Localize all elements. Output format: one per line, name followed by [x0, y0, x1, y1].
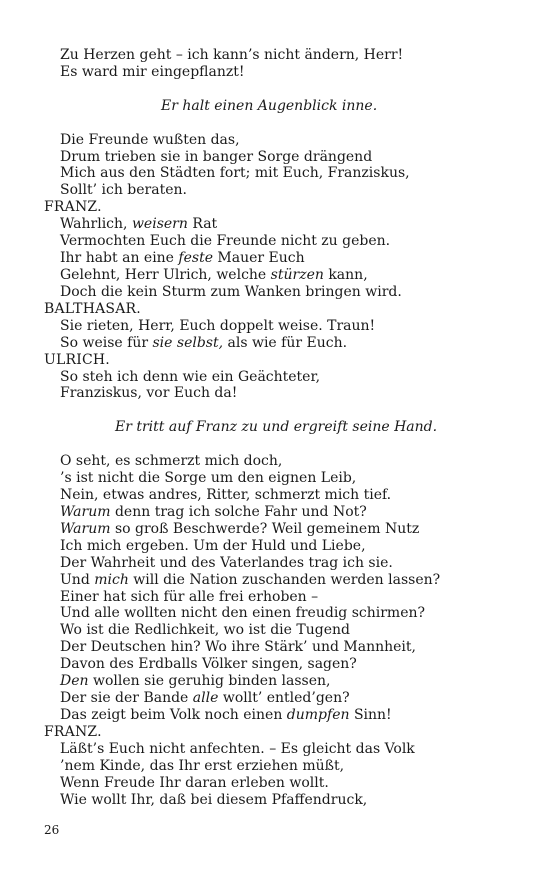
text-run: ’nem Kinde, das Ihr erst erziehen müßt,: [60, 757, 345, 774]
emphasized-text: feste: [178, 250, 213, 267]
verse-line: [44, 165, 514, 182]
verse-line: [44, 470, 514, 487]
text-run: Die Freunde wußten das,: [60, 131, 240, 148]
text-run: Läßt’s Euch nicht anfechten. – Es gleicht das Volk: [60, 740, 415, 757]
text-run: Mich aus den Städten fort; mit Euch, Franziskus,: [60, 165, 410, 182]
text-run: Ihr habt an eine: [60, 250, 179, 267]
verse-line: [44, 622, 514, 639]
text-run: Davon des Erdballs Völker singen, sagen?: [60, 656, 357, 673]
text-run: Der Wahrheit und des Vaterlandes trag ich sie.: [60, 554, 393, 571]
text-run: Und: [60, 571, 95, 588]
verse-line: [44, 369, 514, 386]
text-run: als wie für Euch.: [223, 334, 348, 351]
text-run: ULRICH.: [44, 351, 110, 368]
blank-line: [44, 81, 514, 98]
text-run: Er tritt auf Franz zu und ergreift seine Hand.: [115, 419, 438, 436]
verse-line: [44, 335, 514, 352]
text-run: Er halt einen Augenblick inne.: [161, 97, 378, 114]
verse-line: [44, 792, 514, 809]
text-run: FRANZ.: [44, 723, 102, 740]
blank-line: [44, 436, 514, 453]
verse-line: [44, 453, 514, 470]
emphasized-text: mich: [94, 571, 129, 588]
verse-line: [44, 605, 514, 622]
text-run: Der Deutschen hin? Wo ihre Stärk’ und Mannheit,: [60, 639, 416, 656]
emphasized-text: sie selbst,: [152, 334, 224, 351]
page-number: 26: [44, 823, 60, 837]
speaker-name: [44, 301, 514, 318]
emphasized-text: Warum: [60, 520, 111, 537]
text-run: Franziskus, vor Euch da!: [60, 385, 238, 402]
speaker-name: [44, 352, 514, 369]
text-run: Der sie der Bande: [60, 690, 193, 707]
verse-line: [44, 267, 514, 284]
text-run: Das zeigt beim Volk noch einen: [60, 706, 287, 723]
text-run: so groß Beschwerde? Weil gemeinem Nutz: [110, 520, 420, 537]
verse-line: [44, 707, 514, 724]
text-run: wollt’ entled’gen?: [218, 690, 350, 707]
verse-line: [44, 47, 514, 64]
text-run: Vermochten Euch die Freunde nicht zu geben.: [60, 233, 391, 250]
verse-line: [44, 639, 514, 656]
blank-line: [44, 115, 514, 132]
text-run: Sie rieten, Herr, Euch doppelt weise. Traun!: [60, 317, 376, 334]
text-run: BALTHASAR.: [44, 300, 141, 317]
emphasized-text: stürzen: [270, 266, 324, 283]
text-run: denn trag ich solche Fahr und Not?: [110, 503, 367, 520]
emphasized-text: alle: [192, 690, 219, 707]
verse-line: [44, 656, 514, 673]
verse-line: [44, 318, 514, 335]
verse-line: [44, 572, 514, 589]
text-run: So weise für: [60, 334, 153, 351]
emphasized-text: Den: [60, 673, 89, 690]
text-run: Zu Herzen geht – ich kann’s nicht ändern, Herr!: [60, 47, 404, 63]
verse-line: [44, 758, 514, 775]
verse-line: [44, 64, 514, 81]
verse-line: [44, 538, 514, 555]
text-run: Sinn!: [349, 706, 392, 723]
speaker-name: [44, 199, 514, 216]
verse-line: [44, 741, 514, 758]
verse-line: [44, 775, 514, 792]
blank-line: [44, 402, 514, 419]
stage-direction: [44, 419, 514, 436]
verse-line: [44, 690, 514, 707]
verse-line: [44, 284, 514, 301]
play-text: [44, 47, 514, 808]
verse-line: [44, 521, 514, 538]
verse-line: [44, 132, 514, 149]
text-run: Und alle wollten nicht den einen freudig schirmen?: [60, 605, 426, 622]
verse-line: [44, 216, 514, 233]
emphasized-text: dumpfen: [286, 706, 350, 723]
text-run: Es ward mir eingepflanzt!: [60, 63, 245, 80]
text-run: Einer hat sich für alle frei erhoben –: [60, 588, 319, 605]
verse-line: [44, 504, 514, 521]
text-run: Nein, etwas andres, Ritter, schmerzt mich tief.: [60, 486, 392, 503]
text-run: kann,: [323, 266, 368, 283]
verse-line: [44, 233, 514, 250]
verse-line: [44, 555, 514, 572]
speaker-name: [44, 724, 514, 741]
verse-line: [44, 250, 514, 267]
text-run: Mauer Euch: [212, 250, 305, 267]
text-run: Wahrlich,: [60, 216, 132, 233]
text-run: FRANZ.: [44, 199, 102, 216]
text-run: Wenn Freude Ihr daran erleben wollt.: [60, 774, 329, 791]
text-run: So steh ich denn wie ein Geächteter,: [60, 368, 321, 385]
verse-line: [44, 589, 514, 606]
text-run: Ich mich ergeben. Um der Huld und Liebe,: [60, 537, 366, 554]
text-run: Sollt’ ich beraten.: [60, 182, 187, 199]
emphasized-text: Warum: [60, 503, 111, 520]
text-run: ’s ist nicht die Sorge um den eignen Leib,: [60, 470, 357, 487]
text-run: will die Nation zuschanden werden lassen?: [128, 571, 441, 588]
verse-line: [44, 149, 514, 166]
text-run: Rat: [187, 216, 218, 233]
text-run: Gelehnt, Herr Ulrich, welche: [60, 266, 271, 283]
text-run: wollen sie geruhig binden lassen,: [88, 673, 331, 690]
stage-direction: [44, 98, 514, 115]
verse-line: [44, 385, 514, 402]
text-run: O seht, es schmerzt mich doch,: [60, 453, 283, 470]
verse-line: [44, 673, 514, 690]
verse-line: [44, 487, 514, 504]
text-run: Doch die kein Sturm zum Wanken bringen wird.: [60, 283, 402, 300]
text-run: Drum trieben sie in banger Sorge drängend: [60, 148, 373, 165]
text-run: Wo ist die Redlichkeit, wo ist die Tugend: [60, 622, 350, 639]
verse-line: [44, 182, 514, 199]
text-run: Wie wollt Ihr, daß bei diesem Pfaffendruck,: [60, 791, 368, 808]
emphasized-text: weisern: [131, 216, 188, 233]
